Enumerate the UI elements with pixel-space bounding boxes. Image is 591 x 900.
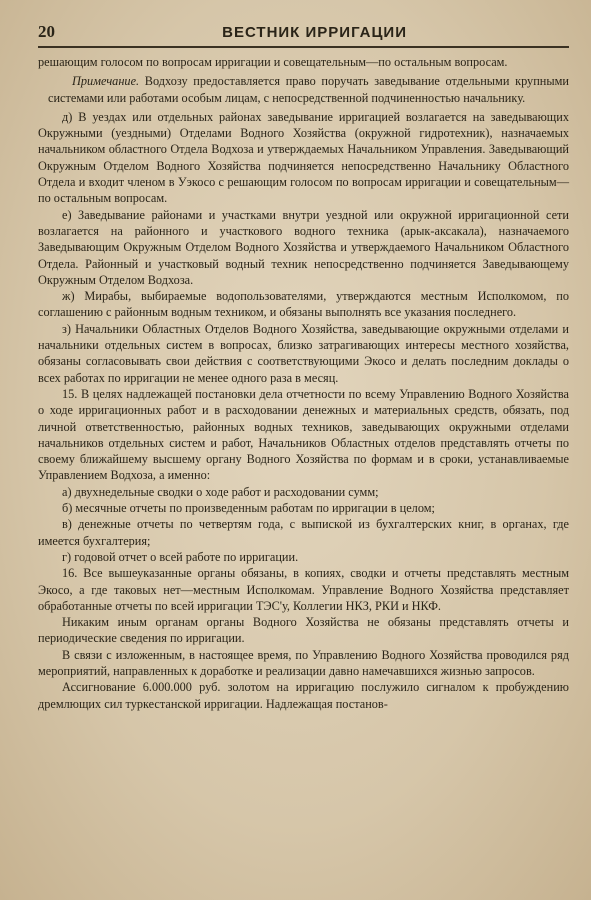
journal-title: ВЕСТНИК ИРРИГАЦИИ <box>222 24 407 41</box>
paragraph-in-connection: В связи с изложенным, в настоящее время, по Управлению Водного Хозяйства проводился ряд мероприятий, направленных к доработке и реализации давно намечавшихся жизнью запросов. <box>38 647 569 678</box>
paragraph-zh: ж) Мирабы, выбираемые водопользователями, утверждаются местным Исполкомом, по соглашению с районным водным техником, и обязаны выполнять все указания последнего. <box>38 289 569 320</box>
note-label: Примечание. <box>72 74 140 89</box>
paragraph-15: 15. В целях надлежащей постановки дела отчетности по всему Управлению Водного Хозяйства о ходе ирригационных работ и в расходовании денежных и материальных средств, обязать, под личной ответственностью, районных водных техников, заведывающих окружными отделами начальников отдельных систем и работ, Начальников Областных отделов представлять отчеты по своему ближайшему высшему органу Водного Хозяйства по формам и в сроки, устанавливаемые Управлением Водхоза, а именно: <box>38 386 569 483</box>
page-number: 20 <box>38 22 55 41</box>
article-body <box>38 54 569 712</box>
list-item-a: а) двухнедельные сводки о ходе работ и расходовании сумм; <box>62 484 379 499</box>
note-text: Водхозу предоставляется право поручать заведывание отдельными крупными системами или работами особым лицам, с непосредственной подчиненностью начальнику. <box>48 74 569 105</box>
paragraph-16: 16. Все вышеуказанные органы обязаны, в копиях, сводки и отчеты представлять местным Экосо, а где таковых нет—местным Исполкомам. Управление Водного Хозяйства представляет обработанные отчеты по всей ирригации ТЭС'у, Коллегии НКЗ, РКИ и НКФ. <box>38 566 569 613</box>
paragraph-assignment: Ассигнование 6.000.000 руб. золотом на ирригацию послужило сигналом к пробуждению дремлющих сил туркестанской ирригации. Надлежащая постанов- <box>38 680 569 711</box>
note-paragraph <box>38 73 569 106</box>
list-item-g: г) годовой отчет о всей работе по ирригации. <box>62 549 299 564</box>
list-item-v: в) денежные отчеты по четвертям года, с выпиской из бухгалтерских книг, в органах, где имеется бухгалтерия; <box>38 517 569 548</box>
paragraph-no-other-organs: Никаким иным органам органы Водного Хозяйства не обязаны представлять отчеты и периодические сведения по ирригации. <box>38 615 569 646</box>
paragraph-e: е) Заведывание районами и участками внутри уездной или окружной ирригационной сети возлагается на районного и участкового водного техника (арык-аксакала), назначаемого Заведывающим Окружным Отделом Водного Хозяйства и утверждаемого Начальником Областного Отдела. Районный и участковый водный техник непосредственно подчиняется Заведывающему Окружным Отделом Водхоза. <box>38 207 569 287</box>
paragraph-continued: решающим голосом по вопросам ирригации и совещательным—по остальным вопросам. <box>38 55 508 69</box>
paragraph-d: д) В уездах или отдельных районах заведывание ирригацией возлагается на заведывающих Окружными (уездными) Отделами Водного Хозяйства (окружной гидротехник), назначаемых начальником областного Отдела Водхоза и утверждаемых Начальником Управления. Заведывающий Окружным Отделом Водного Хозяйства подчиняется непосредственно Начальнику Областного Отдела и входит членом в Уэкосо с решающим голосом по вопросам ирригации и совещательным—по остальным вопросам. <box>38 109 569 206</box>
paragraph-z: з) Начальники Областных Отделов Водного Хозяйства, заведывающие окружными отделами и начальники отдельных систем в вопросах, близко затрагивающих интересы местного хозяйства, обязаны согласовывать свои действия с соответствующими Экосо и делать последним доклады о всех работах по ирригации не менее одного раза в месяц. <box>38 321 569 385</box>
page-header <box>38 22 569 48</box>
list-item-b: б) месячные отчеты по произведенным работам по ирригации в целом; <box>62 501 435 516</box>
